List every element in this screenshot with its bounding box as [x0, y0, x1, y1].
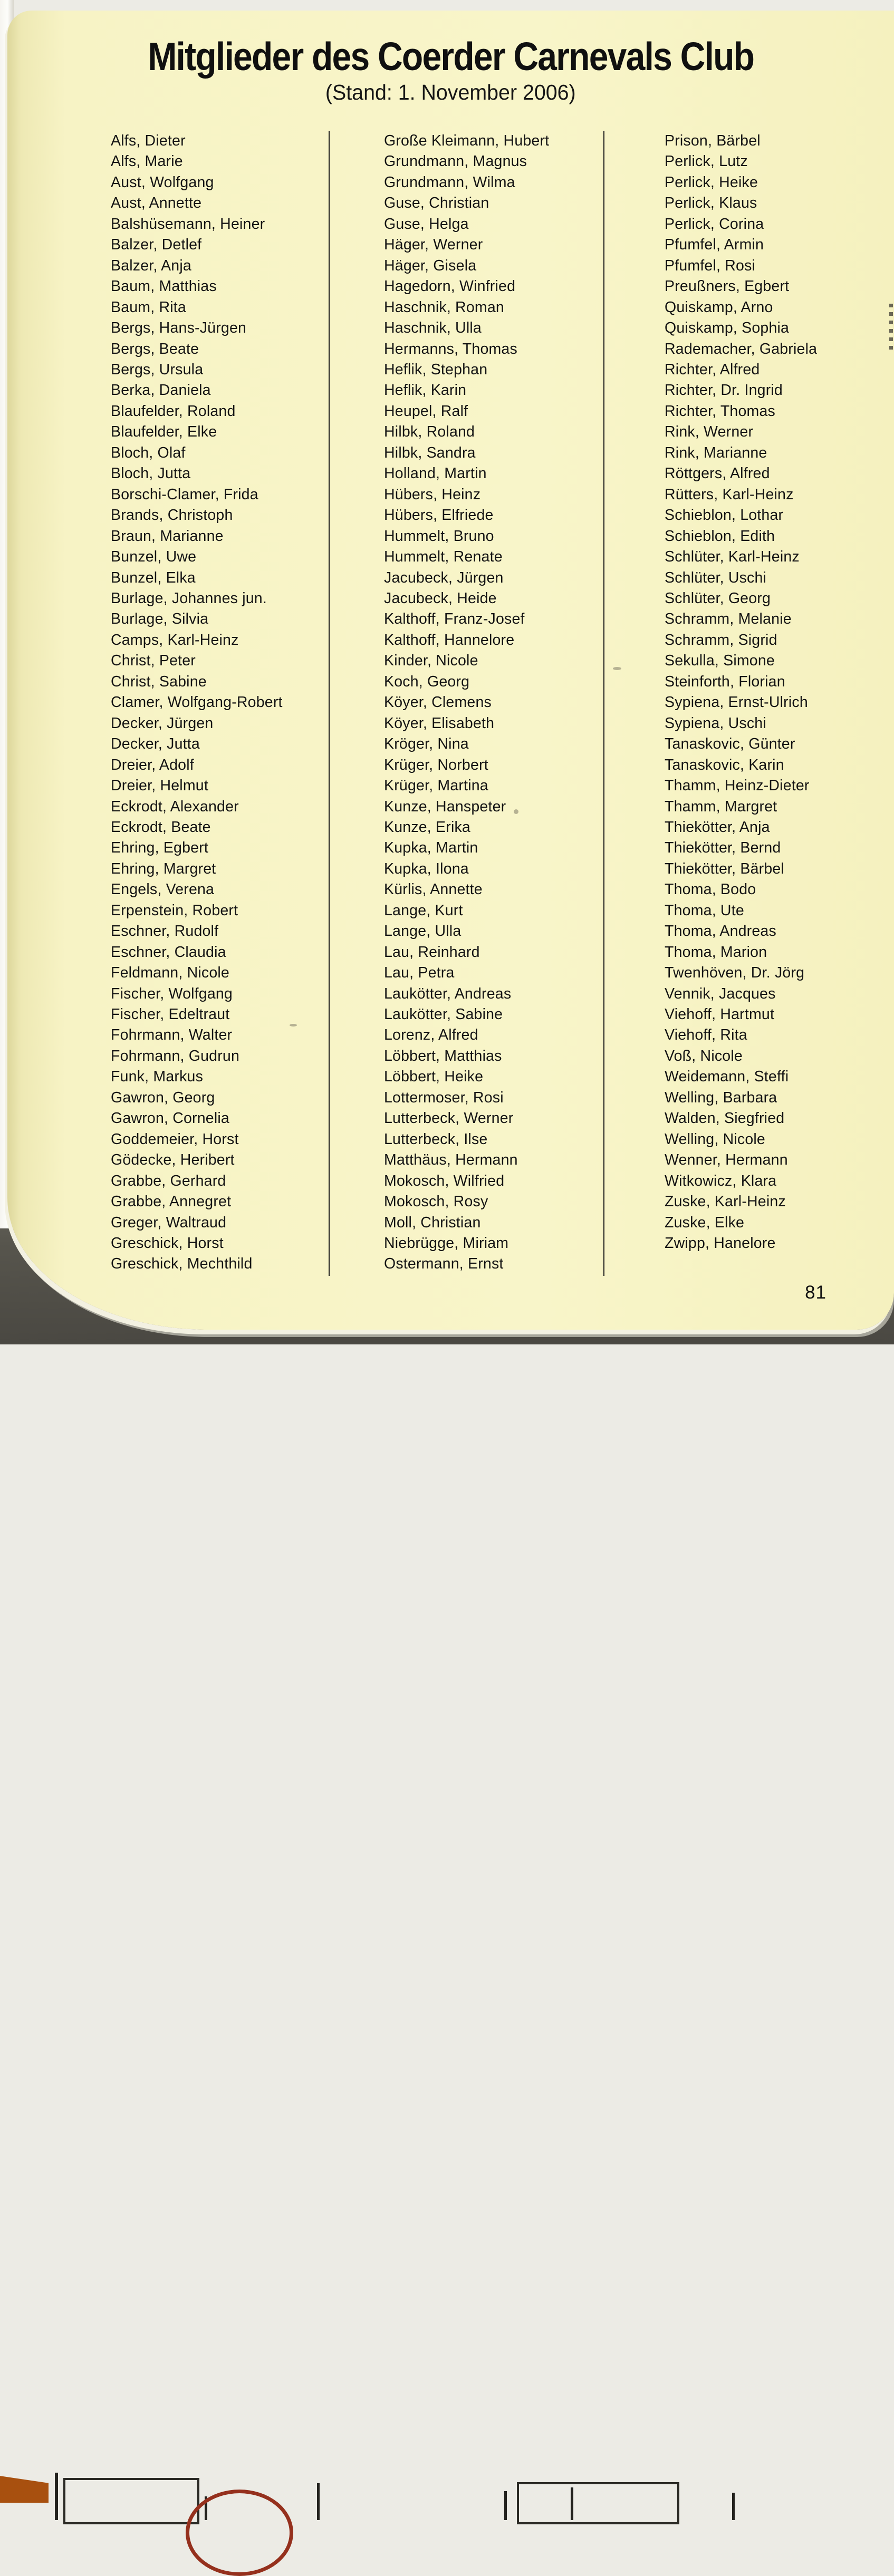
- member-name: Goddemeier, Horst: [111, 1130, 239, 1148]
- member-name: Perlick, Corina: [665, 215, 764, 233]
- member-name: Hummelt, Bruno: [384, 527, 494, 545]
- member-name: Greger, Waltraud: [111, 1214, 227, 1231]
- member-name: Dreier, Helmut: [111, 777, 208, 795]
- member-name: Lange, Ulla: [384, 923, 462, 940]
- member-name: Pfumfel, Rosi: [665, 257, 756, 274]
- member-name: Guse, Christian: [384, 195, 489, 212]
- member-name: Mokosch, Wilfried: [384, 1172, 505, 1189]
- member-name: Grabbe, Annegret: [111, 1193, 232, 1210]
- member-name: Haschnik, Roman: [384, 298, 504, 316]
- member-name: Fohrmann, Walter: [111, 1026, 233, 1044]
- member-name: Alfs, Marie: [111, 153, 183, 170]
- member-name: Decker, Jürgen: [111, 714, 214, 732]
- member-name: Tanaskovic, Günter: [665, 735, 795, 753]
- member-name: Burlage, Johannes jun.: [111, 589, 267, 607]
- underlying-line: [317, 2483, 320, 2520]
- member-name: Christ, Peter: [111, 652, 196, 670]
- member-name: Vennik, Jacques: [665, 985, 776, 1002]
- member-name: Hermanns, Thomas: [384, 340, 517, 357]
- member-name: Zuske, Karl-Heinz: [665, 1193, 786, 1210]
- member-name: Fischer, Wolfgang: [111, 985, 233, 1002]
- member-name: Köyer, Clemens: [384, 694, 492, 711]
- member-name: Bloch, Jutta: [111, 465, 191, 482]
- member-name: Pfumfel, Armin: [665, 236, 764, 254]
- member-name: Voß, Nicole: [665, 1047, 743, 1064]
- member-name: Bergs, Hans-Jürgen: [111, 319, 247, 337]
- member-name: Heflik, Stephan: [384, 361, 488, 378]
- member-name: Greschick, Horst: [111, 1235, 224, 1252]
- member-name: Engels, Verena: [111, 881, 215, 898]
- page-edge-ink-smudge: [889, 304, 893, 352]
- member-name: Schlüter, Karl-Heinz: [665, 548, 800, 566]
- member-name: Hummelt, Renate: [384, 548, 503, 566]
- member-column-2: [330, 131, 603, 1278]
- member-name: Kröger, Nina: [384, 735, 469, 753]
- member-name: Quiskamp, Sophia: [665, 319, 790, 337]
- member-name: Thiekötter, Bernd: [665, 839, 781, 857]
- member-name: Ehring, Egbert: [111, 839, 208, 857]
- member-name: Hilbk, Sandra: [384, 444, 476, 461]
- member-name: Schlüter, Uschi: [665, 569, 767, 586]
- member-name: Hagedorn, Winfried: [384, 278, 516, 295]
- member-name: Berka, Daniela: [111, 382, 211, 399]
- member-name: Fischer, Edeltraut: [111, 1006, 230, 1023]
- member-name: Preußners, Egbert: [665, 278, 790, 295]
- member-name: Rink, Werner: [665, 423, 754, 441]
- member-name: Eckrodt, Alexander: [111, 798, 239, 815]
- member-name: Viehoff, Rita: [665, 1026, 747, 1044]
- member-name: Thiekötter, Anja: [665, 818, 770, 836]
- member-name: Löbbert, Matthias: [384, 1047, 502, 1064]
- member-name: Schramm, Sigrid: [665, 631, 777, 648]
- member-name: Gawron, Georg: [111, 1089, 215, 1106]
- member-name: Perlick, Heike: [665, 173, 758, 191]
- member-name: Camps, Karl-Heinz: [111, 631, 239, 648]
- member-name: Heflik, Karin: [384, 382, 467, 399]
- member-name: Blaufelder, Roland: [111, 402, 236, 420]
- underlying-box: [517, 2482, 679, 2524]
- member-name: Jacubeck, Jürgen: [384, 569, 504, 586]
- member-name: Rademacher, Gabriela: [665, 340, 818, 357]
- underlying-red-circle: [186, 2490, 293, 2576]
- member-name: Quiskamp, Arno: [665, 298, 773, 316]
- member-name: Krüger, Martina: [384, 777, 488, 795]
- member-name: Koch, Georg: [384, 673, 470, 690]
- member-name: Grabbe, Gerhard: [111, 1172, 226, 1189]
- member-name: Grundmann, Magnus: [384, 153, 527, 170]
- member-name: Tanaskovic, Karin: [665, 756, 784, 773]
- member-name: Löbbert, Heike: [384, 1068, 484, 1086]
- member-name: Thoma, Bodo: [665, 881, 756, 898]
- member-name: Kupka, Martin: [384, 839, 478, 857]
- member-name: Lorenz, Alfred: [384, 1026, 478, 1044]
- member-name: Richter, Alfred: [665, 361, 760, 378]
- member-name: Greschick, Mechthild: [111, 1255, 253, 1273]
- member-name: Zuske, Elke: [665, 1214, 745, 1231]
- member-name: Röttgers, Alfred: [665, 465, 770, 482]
- member-name: Hübers, Heinz: [384, 486, 481, 503]
- member-name: Eschner, Claudia: [111, 943, 226, 961]
- member-name: Sypiena, Ernst-Ulrich: [665, 694, 808, 711]
- member-column-1: [111, 131, 329, 1278]
- member-name: Lottermoser, Rosi: [384, 1089, 504, 1106]
- member-name: Schieblon, Edith: [665, 527, 775, 545]
- page-subtitle: (Stand: 1. November 2006): [325, 80, 576, 104]
- member-name: Köyer, Elisabeth: [384, 714, 495, 732]
- member-name: Lau, Reinhard: [384, 943, 480, 961]
- member-column-3: [604, 131, 890, 1278]
- member-name: Baum, Matthias: [111, 278, 217, 295]
- underlying-box: [63, 2478, 199, 2524]
- member-name: Eckrodt, Beate: [111, 818, 211, 836]
- member-name: Thamm, Heinz-Dieter: [665, 777, 810, 795]
- member-name: Niebrügge, Miriam: [384, 1235, 509, 1252]
- scan-speck: [613, 667, 621, 670]
- member-name: Baum, Rita: [111, 298, 186, 316]
- member-name: Aust, Wolfgang: [111, 173, 214, 191]
- scan-speck: [290, 1024, 297, 1026]
- page-title: Mitglieder des Coerder Carnevals Club: [148, 34, 754, 79]
- member-name: Balshüsemann, Heiner: [111, 215, 265, 233]
- member-name: Welling, Barbara: [665, 1089, 777, 1106]
- member-name: Christ, Sabine: [111, 673, 207, 690]
- member-name: Heupel, Ralf: [384, 402, 468, 420]
- member-name: Matthäus, Hermann: [384, 1151, 518, 1169]
- member-name: Lutterbeck, Werner: [384, 1110, 514, 1127]
- member-name: Weidemann, Steffi: [665, 1068, 789, 1086]
- member-name: Bergs, Ursula: [111, 361, 204, 378]
- member-name: Erpenstein, Robert: [111, 902, 238, 919]
- underlying-line: [732, 2493, 735, 2520]
- member-name: Kunze, Hanspeter: [384, 798, 506, 815]
- member-name: Decker, Jutta: [111, 735, 200, 753]
- member-name: Burlage, Silvia: [111, 611, 209, 628]
- member-name: Balzer, Detlef: [111, 236, 202, 254]
- member-name: Bloch, Olaf: [111, 444, 186, 461]
- member-name: Haschnik, Ulla: [384, 319, 482, 337]
- member-name: Dreier, Adolf: [111, 756, 194, 773]
- member-name: Clamer, Wolfgang-Robert: [111, 694, 283, 711]
- member-name: Thoma, Ute: [665, 902, 744, 919]
- member-name: Wenner, Hermann: [665, 1151, 788, 1169]
- member-name: Hübers, Elfriede: [384, 507, 494, 524]
- member-name: Ostermann, Ernst: [384, 1255, 504, 1273]
- member-name: Alfs, Dieter: [111, 132, 186, 149]
- member-name: Thiekötter, Bärbel: [665, 860, 784, 877]
- member-name: Moll, Christian: [384, 1214, 481, 1231]
- member-name: Welling, Nicole: [665, 1130, 765, 1148]
- member-name: Thamm, Margret: [665, 798, 777, 815]
- member-name: Aust, Annette: [111, 195, 202, 212]
- member-name: Funk, Markus: [111, 1068, 204, 1086]
- scan-speck: [514, 809, 518, 814]
- member-name: Ehring, Margret: [111, 860, 216, 877]
- member-name: Schlüter, Georg: [665, 589, 771, 607]
- member-name: Thoma, Andreas: [665, 923, 776, 940]
- member-name: Sypiena, Uschi: [665, 714, 766, 732]
- member-name: Sekulla, Simone: [665, 652, 775, 670]
- member-name: Fohrmann, Gudrun: [111, 1047, 239, 1064]
- underlying-line: [55, 2473, 58, 2520]
- member-name: Guse, Helga: [384, 215, 469, 233]
- member-name: Thoma, Marion: [665, 943, 767, 961]
- member-name: Prison, Bärbel: [665, 132, 761, 149]
- member-name: Kalthoff, Franz-Josef: [384, 611, 525, 628]
- member-name: Kinder, Nicole: [384, 652, 478, 670]
- member-name: Krüger, Norbert: [384, 756, 488, 773]
- page-number: 81: [805, 1282, 826, 1303]
- member-name: Kunze, Erika: [384, 818, 470, 836]
- member-name: Steinforth, Florian: [665, 673, 785, 690]
- member-list-page: [7, 11, 894, 1330]
- member-name: Laukötter, Andreas: [384, 985, 512, 1002]
- member-name: Schieblon, Lothar: [665, 507, 784, 524]
- member-name: Jacubeck, Heide: [384, 589, 497, 607]
- member-name: Kürlis, Annette: [384, 881, 483, 898]
- member-name: Große Kleimann, Hubert: [384, 132, 550, 149]
- member-name: Holland, Martin: [384, 465, 487, 482]
- member-name: Häger, Gisela: [384, 257, 477, 274]
- member-name: Feldmann, Nicole: [111, 964, 229, 982]
- member-name: Zwipp, Hanelore: [665, 1235, 776, 1252]
- member-name: Rütters, Karl-Heinz: [665, 486, 794, 503]
- member-name: Bunzel, Elka: [111, 569, 196, 586]
- member-name: Walden, Siegfried: [665, 1110, 785, 1127]
- member-name: Häger, Werner: [384, 236, 483, 254]
- member-name: Brands, Christoph: [111, 507, 233, 524]
- member-columns: [111, 131, 890, 1278]
- member-name: Mokosch, Rosy: [384, 1193, 488, 1210]
- member-name: Kalthoff, Hannelore: [384, 631, 515, 648]
- member-name: Richter, Dr. Ingrid: [665, 382, 783, 399]
- member-name: Perlick, Lutz: [665, 153, 748, 170]
- underlying-line: [504, 2491, 507, 2520]
- member-name: Viehoff, Hartmut: [665, 1006, 775, 1023]
- member-name: Eschner, Rudolf: [111, 923, 219, 940]
- member-name: Gawron, Cornelia: [111, 1110, 229, 1127]
- member-name: Richter, Thomas: [665, 402, 775, 420]
- member-name: Braun, Marianne: [111, 527, 224, 545]
- member-name: Bunzel, Uwe: [111, 548, 197, 566]
- member-name: Twenhöven, Dr. Jörg: [665, 964, 805, 982]
- member-name: Grundmann, Wilma: [384, 173, 515, 191]
- member-name: Blaufelder, Elke: [111, 423, 217, 441]
- member-name: Rink, Marianne: [665, 444, 767, 461]
- member-name: Hilbk, Roland: [384, 423, 475, 441]
- member-name: Laukötter, Sabine: [384, 1006, 503, 1023]
- member-name: Borschi-Clamer, Frida: [111, 486, 258, 503]
- member-name: Witkowicz, Klara: [665, 1172, 777, 1189]
- member-name: Schramm, Melanie: [665, 611, 792, 628]
- member-name: Balzer, Anja: [111, 257, 191, 274]
- member-name: Lau, Petra: [384, 964, 455, 982]
- member-name: Lange, Kurt: [384, 902, 463, 919]
- member-name: Bergs, Beate: [111, 340, 199, 357]
- member-name: Perlick, Klaus: [665, 195, 757, 212]
- underlying-orange-strip: [0, 2470, 49, 2503]
- member-name: Lutterbeck, Ilse: [384, 1130, 488, 1148]
- member-name: Gödecke, Heribert: [111, 1151, 235, 1169]
- member-name: Kupka, Ilona: [384, 860, 469, 877]
